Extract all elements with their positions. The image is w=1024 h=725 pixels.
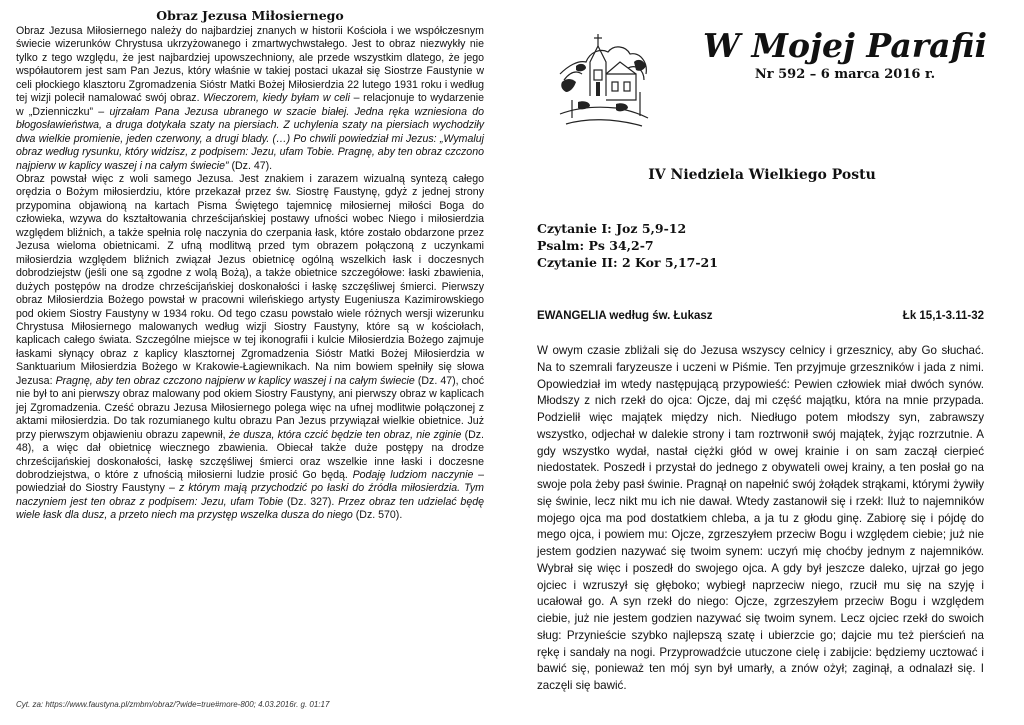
reading-psalm: Psalm: Ps 34,2-7 [537, 238, 654, 253]
newsletter-title: W Mojej Parafii [702, 26, 988, 65]
issue-number-date: Nr 592 – 6 marca 2016 r. [754, 67, 936, 82]
article-text: Obraz Jezusa Miłosiernego należy do najbardziej znanych w historii Kościoła i we współczesnym świecie wizerunków Chrystusa ukrzyżowanego i zmartwychwstałego. Jest to obraz niezwykły nie tylko z tego względu, że jest najbardziej upowszechniony, ale przede wszystkim dlatego, że jego współautorem jest sam Pan Jezus, który właśnie w takiej postaci ukazał się Siostrze Faustynie w celi płockiego klasztoru Zgromadzenia Sióstr Matki Bożej Miłosierdzia 22 lutego 1931 roku i według tej wizji polecił namalować swój obraz. [16, 25, 484, 105]
article-quote: Pragnę, aby ten obraz czczono najpierw w kaplicy waszej i na całym świecie [55, 374, 415, 387]
article-citation: (Dz. 47). [228, 159, 273, 172]
article-text: – powiedział do Siostry Faustyny – [16, 468, 484, 495]
article-text: – relacjonuje to wydarzenie w „Dzienniczku” – [16, 92, 484, 118]
gospel-heading: EWANGELIA według św. Łukasz [537, 310, 713, 322]
masthead [680, 26, 1010, 84]
article-paragraph-2 [16, 173, 484, 523]
gospel-reference: Łk 15,1-3.11-32 [902, 310, 984, 322]
gospel-heading-row [537, 309, 984, 323]
gospel-text: W owym czasie zbliżali się do Jezusa wszyscy celnicy i grzesznicy, aby Go słuchać. Na to szemrali faryzeusze i uczeni w Piśmie. Ten przyjmuje grzeszników i jada z nimi. Opowiedział im wtedy następującą przypowieść: Pewien człowiek miał dwóch synów. Młodszy z nich rzekł do ojca: Ojcze, daj mi część majątku, która na mnie przypada. Podzielił więc majątek między nich. Niedługo potem młodszy syn, zabrawszy wszystko, odjechał w dalekie strony i tam roztrwonił swój majątek, żyjąc rozrzutnie. A gdy wszystko wydał, nastał ciężki głód w owej krainie i on sam zaczął cierpieć niedostatek. Poszedł i przystał do jednego z obywateli owej krainy, a ten posłał go na swoje pola żeby pasł świnie. Pragnął on napełnić swój żołądek strąkami, którymi żywiły się świnie, lecz nikt mu ich nie dawał. Wtedy zastanowił się i rzekł: Iluż to najemników mojego ojca ma pod dostatkiem chleba, a ja tu z głodu ginę. Zabiorę się i pójdę do mego ojca, i powiem mu: Ojcze, zgrzeszyłem przeciw Bogu i względem ciebie; już nie jestem godzien nazywać się twoim synem: uczyń mię choćby jednym z najemników. Wybrał się więc i poszedł do swojego ojca. A gdy był jeszcze daleko, ujrzał go jego ojciec i wzruszył się głęboko; wybiegł naprzeciw niego, rzucił mu się na szyję i ucałował go. A syn rzekł do niego: Ojcze, zgrzeszyłem przeciw Bogu i względem ciebie, już nie jestem godzien nazywać się twoim synem. Lecz ojciec rzekł do swoich sług: Przynieście szybko najlepszą szatę i ubierzcie go; dajcie mu też pierścień na rękę i sandały na nogi. Przyprowadźcie utuczone cielę i zabijcie: będziemy ucztować i bawić się, ponieważ ten mój syn był umarły, a znów ożył; zaginął, a odnalazł się. I zaczęli się bawić. [537, 344, 984, 692]
article-quote: że dusza, która czcić będzie ten obraz, nie zginie [228, 428, 462, 441]
article-title: Obraz Jezusa Miłosiernego [156, 8, 344, 23]
article-quote: Wieczorem, kiedy byłam w celi [203, 92, 350, 105]
article-text: Obraz powstał więc z woli samego Jezusa. Jest znakiem i zarazem wizualną syntezą całego orędzia o Bożym miłosierdziu, które przekazał przez św. Siostrę Faustynę, gdyż z jednej strony przypomina objawioną na kartach Pisma Świętego tajemnicę miłosiernej miłości Boga do człowieka, wzywa do kształtowania chrześcijańskiej postawy ufności wobec Niego i miłosierdzia względem bliźnich, a także spełnia rolę naczynia do czerpania łask, które zostało obdarzone przez Jezusa wieloma obietnicami. Z ufną modlitwą przed tym obrazem połączoną z uczynkami miłosierdzia względem bliźnich związał Jezus obietnicę ogólną wszelkich łask i doczesnych dobrodziejstw (jeśli one są zgodne z wolą Bożą), a także obietnice szczegółowe: łaski zbawienia, dużych postępów na drodze chrześcijańskiej doskonałości i łaskę szczęśliwej śmierci. Pierwszy obraz Miłosierdzia Bożego powstał w pracowni wileńskiego artysty Eugeniusza Kazimirowskiego pod okiem Siostry Faustyny w 1934 roku. Od tego czasu powstało wiele różnych wersji wizerunku Chrystusa Miłosiernego malowanych według wizji Siostry Faustyny, które są w kościołach, kaplicach całego świata. Szczególne miejsce w tej ikonografii i kulcie Miłosierdzia Bożego zajmuje łaskami słynący obraz z kaplicy klasztornej Zgromadzenia Sióstr Matki Bożej Miłosierdzia w Sanktuarium Miłosierdzia Bożego w Krakowie-Łagiewnikach. Na nim bowiem spełniły się słowa Jezusa: [16, 172, 484, 387]
article-column [16, 8, 484, 523]
reading-first: Czytanie I: Joz 5,9-12 [537, 221, 687, 236]
article-paragraph-1 [16, 25, 484, 173]
article-text: (Dz. 48), a więc dał obietnicę wiecznego zbawienia. Obiecał także duże postępy na drodze chrześcijańskiej doskonałości, łaskę szczęśliwej śmierci oraz wszelkie inne łaski i doczesne dobrodziejstwa, o które z ufnością miłosierni ludzie prosić Go będą. [16, 428, 484, 481]
article-citation: (Dz. 327). [283, 495, 339, 508]
article-text: (Dz. 47), choć nie był to ani pierwszy obraz malowany pod okiem Siostry Faustyny, ani pierwszy obraz w kaplicach jej Zgromadzenia. Cześć obrazu Jezusa Miłosiernego polega więc na ufnej modlitwie połączonej z aktami miłosierdzia. Do tak rozumianego kultu obrazu Pan Jezus przywiązał wielkie obietnice. Już przy pierwszym objawieniu obrazu zapewnił, [16, 374, 485, 441]
reading-second: Czytanie II: 2 Kor 5,17-21 [537, 255, 718, 270]
readings-list [537, 220, 987, 271]
liturgical-sunday: IV Niedziela Wielkiego Postu [648, 167, 876, 183]
article-citation: (Dz. 570). [352, 509, 403, 522]
article-quote: z którym mają przychodzić po łaski do źródła miłosierdzia. Tym naczyniem jest ten obraz z podpisem: Jezu, ufam Tobie [16, 482, 484, 508]
source-citation: Cyt. za: https://www.faustyna.pl/zmbm/obraz/?wide=true#more-800; 4.03.2016r. g. 01:17 [16, 700, 330, 709]
article-quote: Podaję ludziom naczynie [352, 468, 474, 481]
article-quote: Przez obraz ten udzielać będę wiele łask dla dusz, a przeto niech ma przystęp wszelka dusza do niego [16, 495, 485, 522]
church-drawing-icon [556, 22, 650, 132]
article-quote: ujrzałam Pana Jezusa ubranego w szacie białej. Jedna ręka wzniesiona do błogosławieństwa, a druga dotykała szaty na piersiach. Z uchylenia szaty na piersiach wychodziły dwa wielkie promienie, jeden czerwony, a drugi blady. (…) Po chwili powiedział mi Jezus: „Wymaluj obraz według rysunku, który widzisz, z podpisem: Jezu, ufam Tobie. Pragnę, aby ten obraz czczono najpierw w kaplicy waszej i na całym świecie” [16, 105, 484, 172]
